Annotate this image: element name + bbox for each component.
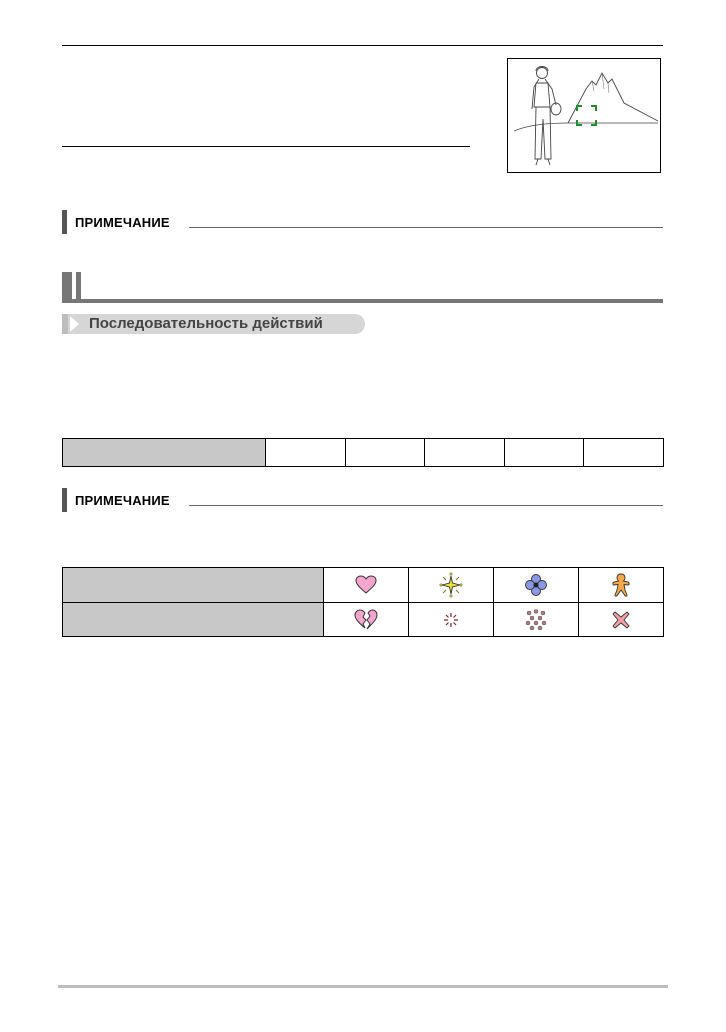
heart-icon [355,575,377,595]
note-marker [62,488,67,512]
table-cell [584,439,664,467]
note-label: ПРИМЕЧАНИЕ [75,493,170,508]
section-underline [62,299,663,303]
section-marker-thin [76,272,81,299]
focus-frame-icon [577,106,596,125]
gingerbread-icon [611,573,631,597]
table-row [63,439,664,467]
icon-cell [494,603,579,637]
cross-icon [612,611,630,629]
icon-cell [409,603,494,637]
icon-cell [324,603,409,637]
arrow-right-icon [70,316,79,332]
scattered-flowers-icon [524,609,548,631]
table-cell [504,439,584,467]
section-marker-thick [62,272,72,299]
procedure-text: Последовательность действий [89,315,323,332]
table-header-cell [63,568,324,603]
top-rule [62,45,663,46]
note-heading-2 [62,488,663,512]
photo-scene-illustration [508,59,660,172]
icon-table [62,567,664,637]
section-heading [62,272,663,304]
note-heading-1 [62,210,663,234]
settings-table [62,438,664,467]
table-header-cell [63,439,266,467]
icon-cell [494,568,579,603]
note-marker [62,210,67,234]
text-block-rule [62,146,470,147]
icon-cell [409,568,494,603]
procedure-tab [62,314,68,334]
icon-cell [579,603,664,637]
small-sparkle-icon [442,611,460,629]
sparkle-icon [438,572,464,598]
note-label: ПРИМЕЧАНИЕ [75,215,170,230]
table-cell [425,439,505,467]
table-cell [345,439,425,467]
icon-cell [324,568,409,603]
footer-rule [58,985,668,988]
illustration-frame [507,58,661,173]
note-rule [189,227,663,228]
flower-icon [525,574,547,596]
table-row [63,603,664,637]
note-rule [189,505,663,506]
table-row [63,568,664,603]
table-cell [265,439,345,467]
table-header-cell [63,603,324,637]
icon-cell [579,568,664,603]
broken-heart-icon [354,609,378,631]
procedure-label [62,314,365,334]
